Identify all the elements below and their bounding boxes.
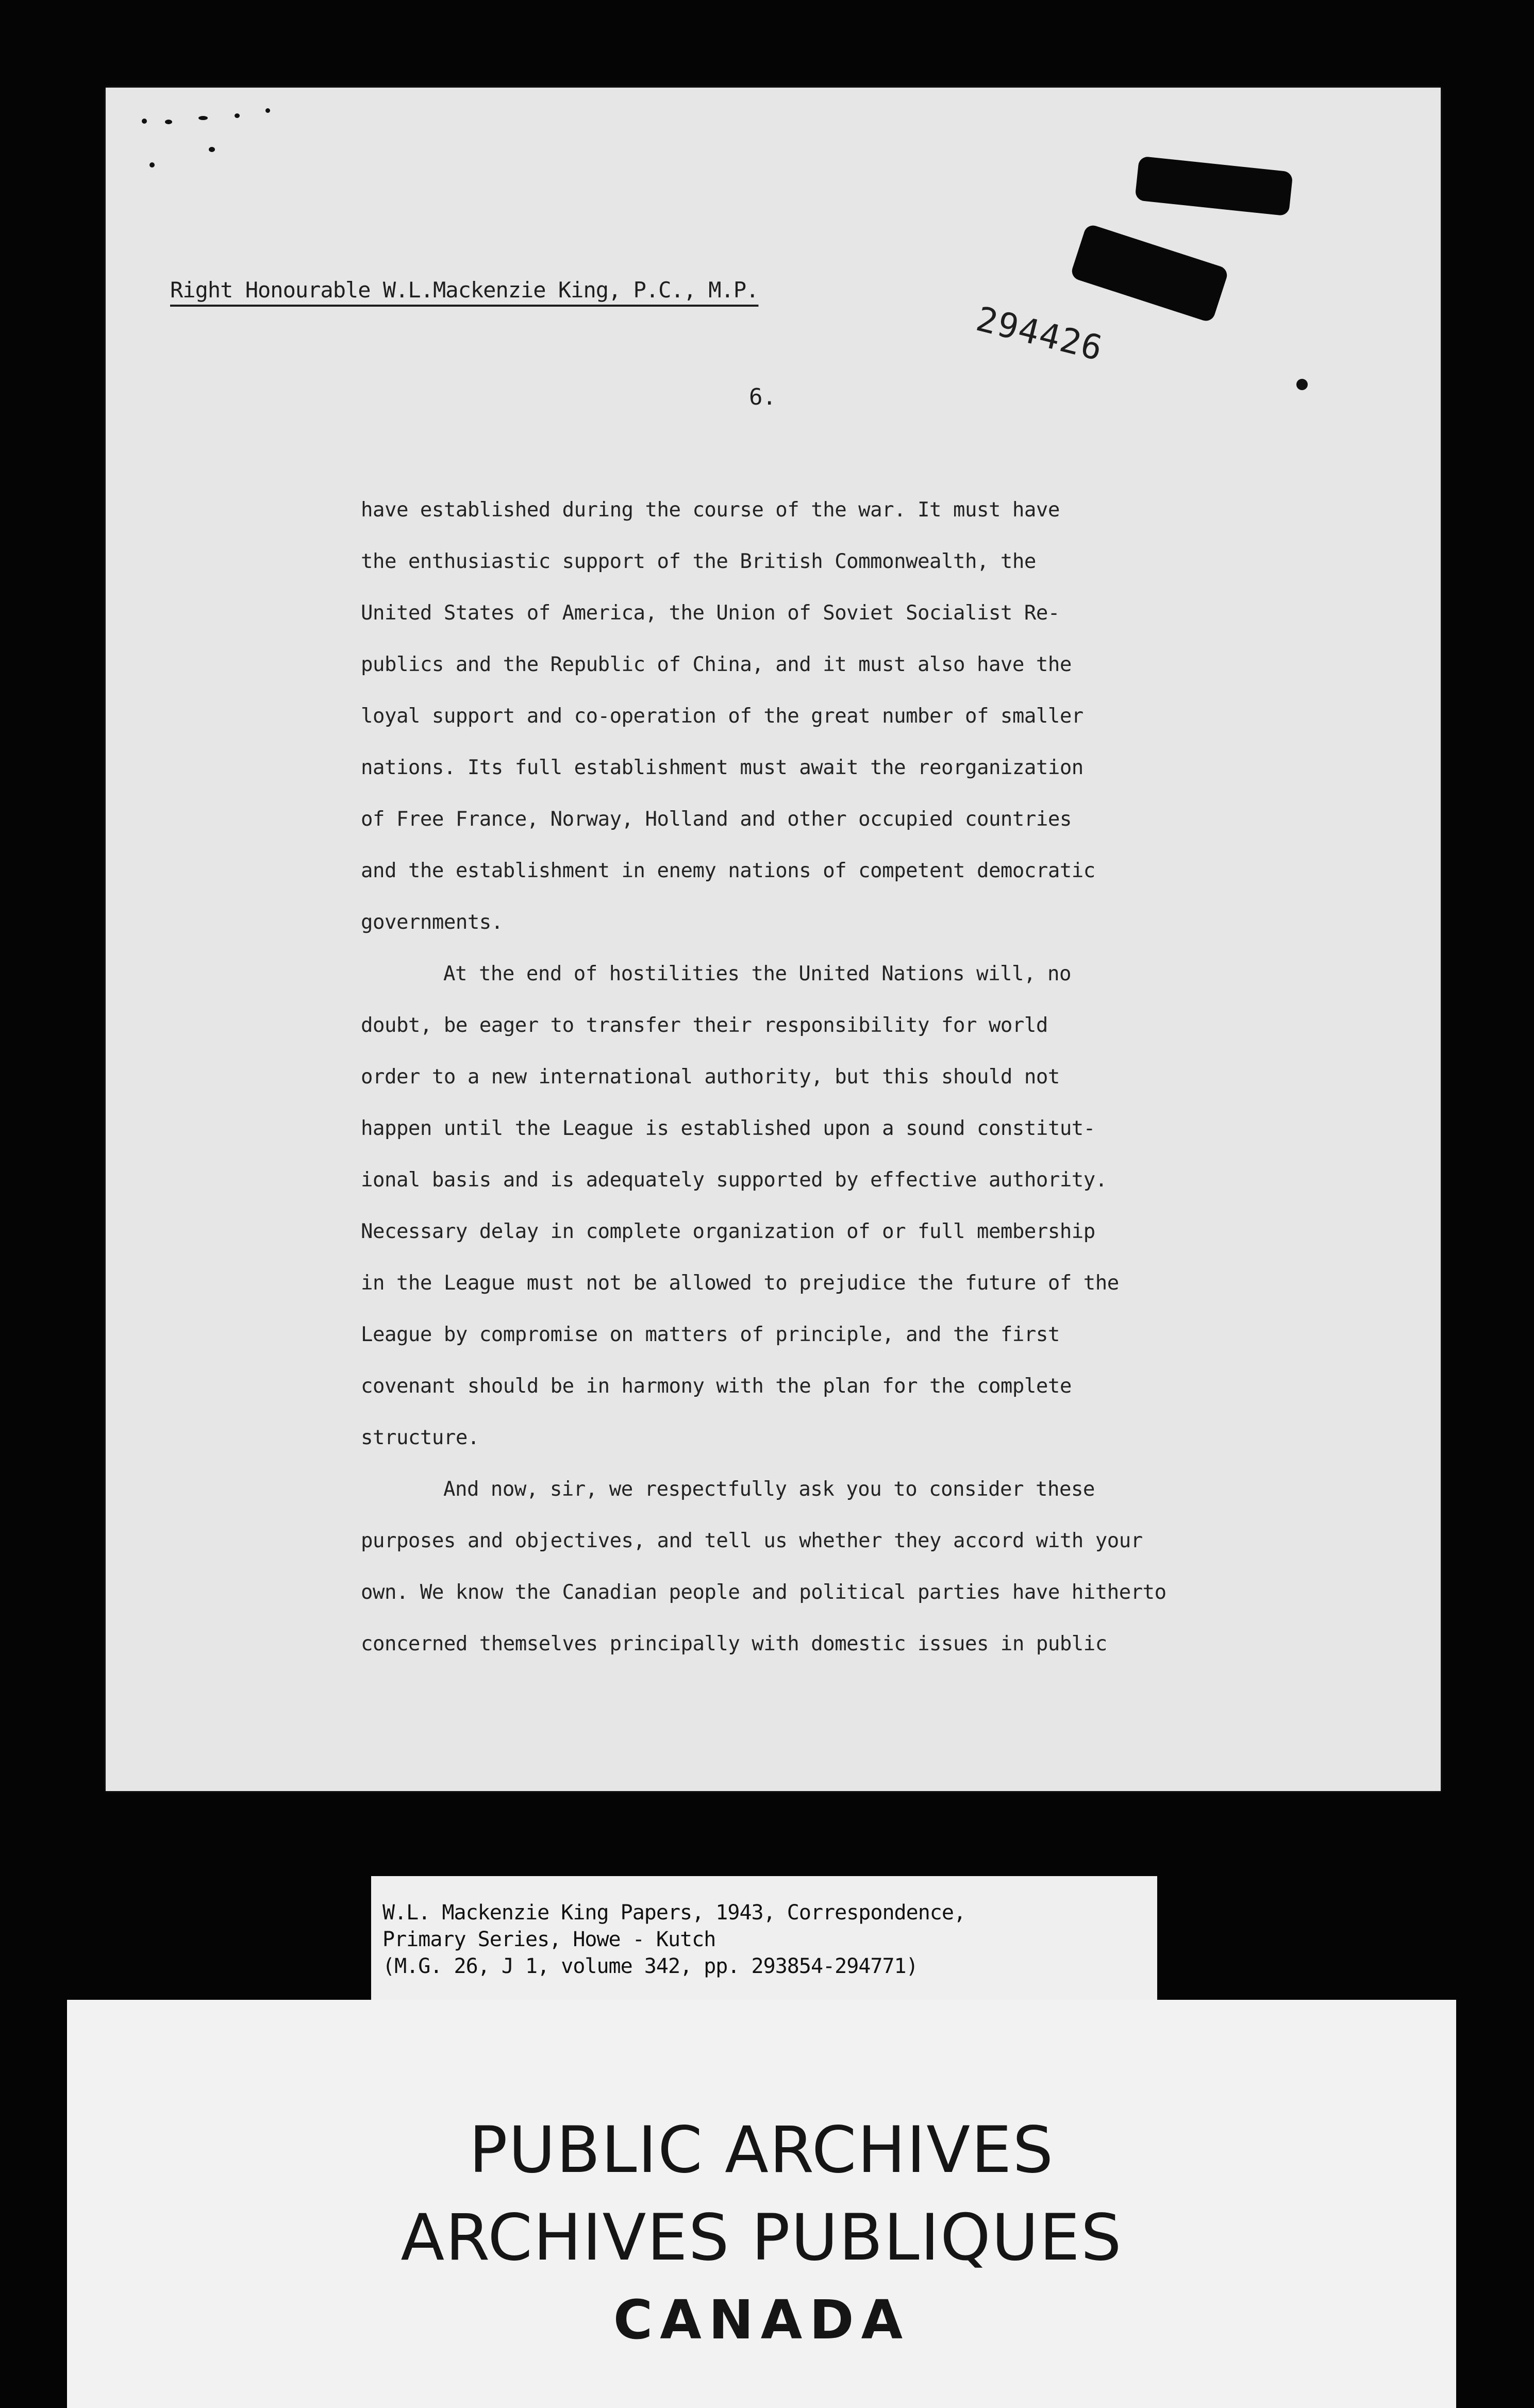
redaction-mark — [1070, 223, 1229, 323]
document-number-stamp: 294426 — [972, 299, 1107, 369]
body-line: have established during the course of the war. It must have — [361, 498, 1060, 522]
body-line: and the establishment in enemy nations of competent democratic — [361, 859, 1095, 882]
ink-speck — [1296, 379, 1308, 390]
citation-line: W.L. Mackenzie King Papers, 1943, Correspondence, — [382, 1901, 966, 1925]
ink-speck — [165, 120, 172, 124]
archives-title-english: PUBLIC ARCHIVES — [469, 2113, 1055, 2187]
body-line: purposes and objectives, and tell us whether they accord with your — [361, 1529, 1143, 1552]
body-line: of Free France, Norway, Holland and other occupied countries — [361, 808, 1072, 831]
body-line: governments. — [361, 911, 503, 934]
body-line: concerned themselves principally with domestic issues in public — [361, 1632, 1107, 1656]
page-number: 6. — [749, 384, 776, 410]
ink-speck — [209, 147, 215, 152]
body-line: the enthusiastic support of the British Commonwealth, the — [361, 550, 1036, 573]
body-line: doubt, be eager to transfer their responsibility for world — [361, 1014, 1048, 1037]
body-line: United States of America, the Union of Soviet Socialist Re- — [361, 601, 1060, 625]
body-line: publics and the Republic of China, and it must also have the — [361, 653, 1072, 676]
body-line: loyal support and co-operation of the great number of smaller — [361, 705, 1083, 728]
body-line: nations. Its full establishment must await the reorganization — [361, 756, 1083, 779]
redaction-mark — [1135, 156, 1293, 216]
archives-card — [67, 2000, 1456, 2408]
body-line: happen until the League is established upon a sound constitut- — [361, 1117, 1095, 1140]
body-line: At the end of hostilities the United Nations will, no — [443, 962, 1071, 985]
archives-country: CANADA — [613, 2288, 910, 2351]
ink-speck — [265, 108, 270, 113]
archives-title-french: ARCHIVES PUBLIQUES — [401, 2201, 1123, 2275]
body-line: Necessary delay in complete organization of or full membership — [361, 1220, 1095, 1243]
body-line: order to a new international authority, but this should not — [361, 1065, 1060, 1089]
ink-speck — [149, 162, 155, 168]
body-line: League by compromise on matters of principle, and the first — [361, 1323, 1060, 1346]
letter-header: Right Honourable W.L.Mackenzie King, P.C., M.P. — [170, 277, 759, 303]
ink-speck — [198, 116, 208, 120]
body-line: And now, sir, we respectfully ask you to consider these — [443, 1478, 1095, 1501]
ink-speck — [235, 113, 240, 118]
letter-sheet — [106, 88, 1441, 1791]
citation-slip — [371, 1876, 1157, 2000]
body-line: in the League must not be allowed to prejudice the future of the — [361, 1272, 1119, 1295]
letter-body — [361, 484, 1340, 1670]
body-line: covenant should be in harmony with the plan for the complete — [361, 1375, 1072, 1398]
body-line: ional basis and is adequately supported by effective authority. — [361, 1168, 1107, 1192]
ink-speck — [142, 119, 147, 124]
body-line: structure. — [361, 1426, 479, 1449]
citation-line: (M.G. 26, J 1, volume 342, pp. 293854-294771) — [382, 1954, 918, 1978]
citation-line: Primary Series, Howe - Kutch — [382, 1928, 716, 1951]
body-line: own. We know the Canadian people and political parties have hitherto — [361, 1581, 1166, 1604]
